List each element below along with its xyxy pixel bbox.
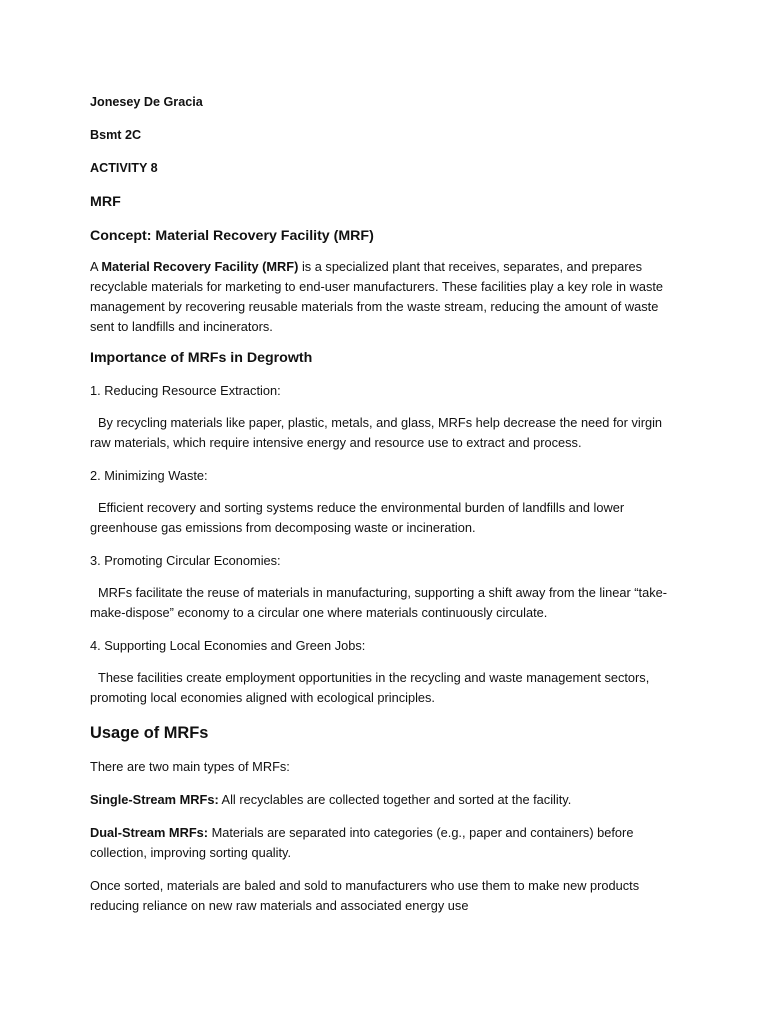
class-section: Bsmt 2C [90, 128, 142, 142]
concept-intro-bold: Material Recovery Facility (MRF) [101, 259, 299, 274]
concept-paragraph [90, 257, 685, 337]
activity-label: ACTIVITY 8 [90, 161, 158, 175]
single-stream-paragraph [90, 790, 685, 810]
importance-item-body: These facilities create employment opportunities in the recycling and waste management sectors, promoting local economies aligned with ecological principles. [90, 670, 650, 705]
author-name: Jonesey De Gracia [90, 95, 203, 109]
importance-item-body: By recycling materials like paper, plastic, metals, and glass, MRFs help decrease the need for virgin raw materials, which require intensive energy and resource use to extract and process. [90, 415, 663, 450]
heading-mrf: MRF [90, 194, 121, 210]
heading-importance: Importance of MRFs in Degrowth [90, 350, 313, 366]
concept-intro-prefix: A [90, 259, 102, 274]
importance-item-title: 4. Supporting Local Economies and Green Jobs: [90, 638, 366, 653]
heading-concept: Concept: Material Recovery Facility (MRF) [90, 228, 374, 244]
dual-stream-label: Dual-Stream MRFs: [90, 825, 209, 840]
importance-item-title: 2. Minimizing Waste: [90, 468, 208, 483]
dual-stream-text: Materials are separated into categories (e.g., paper and containers) before collection, improving sorting quality. [90, 825, 634, 860]
single-stream-text: All recyclables are collected together and sorted at the facility. [218, 792, 572, 807]
importance-item-body: Efficient recovery and sorting systems reduce the environmental burden of landfills and lower greenhouse gas emissions from decomposing waste or incineration. [90, 500, 625, 535]
usage-closing: Once sorted, materials are baled and sold to manufacturers who use them to make new products reducing reliance on new raw materials and associated energy use [90, 878, 640, 913]
document-page [90, 92, 685, 929]
heading-usage: Usage of MRFs [90, 724, 209, 742]
importance-item-body: MRFs facilitate the reuse of materials in manufacturing, supporting a shift away from the linear “take-make-dispose” economy to a circular one where materials continuously circulate. [90, 585, 667, 620]
dual-stream-paragraph [90, 823, 685, 863]
importance-item-title: 3. Promoting Circular Economies: [90, 553, 281, 568]
usage-intro: There are two main types of MRFs: [90, 759, 290, 774]
concept-intro-rest: is a specialized plant that receives, separates, and prepares recyclable materials for marketing to end-user manufacturers. These facilities play a key role in waste management by recovering reusable materials from the waste stream, reducing the amount of waste sent to landfills and incinerators. [90, 259, 664, 334]
single-stream-label: Single-Stream MRFs: [90, 792, 219, 807]
importance-item-title: 1. Reducing Resource Extraction: [90, 383, 281, 398]
